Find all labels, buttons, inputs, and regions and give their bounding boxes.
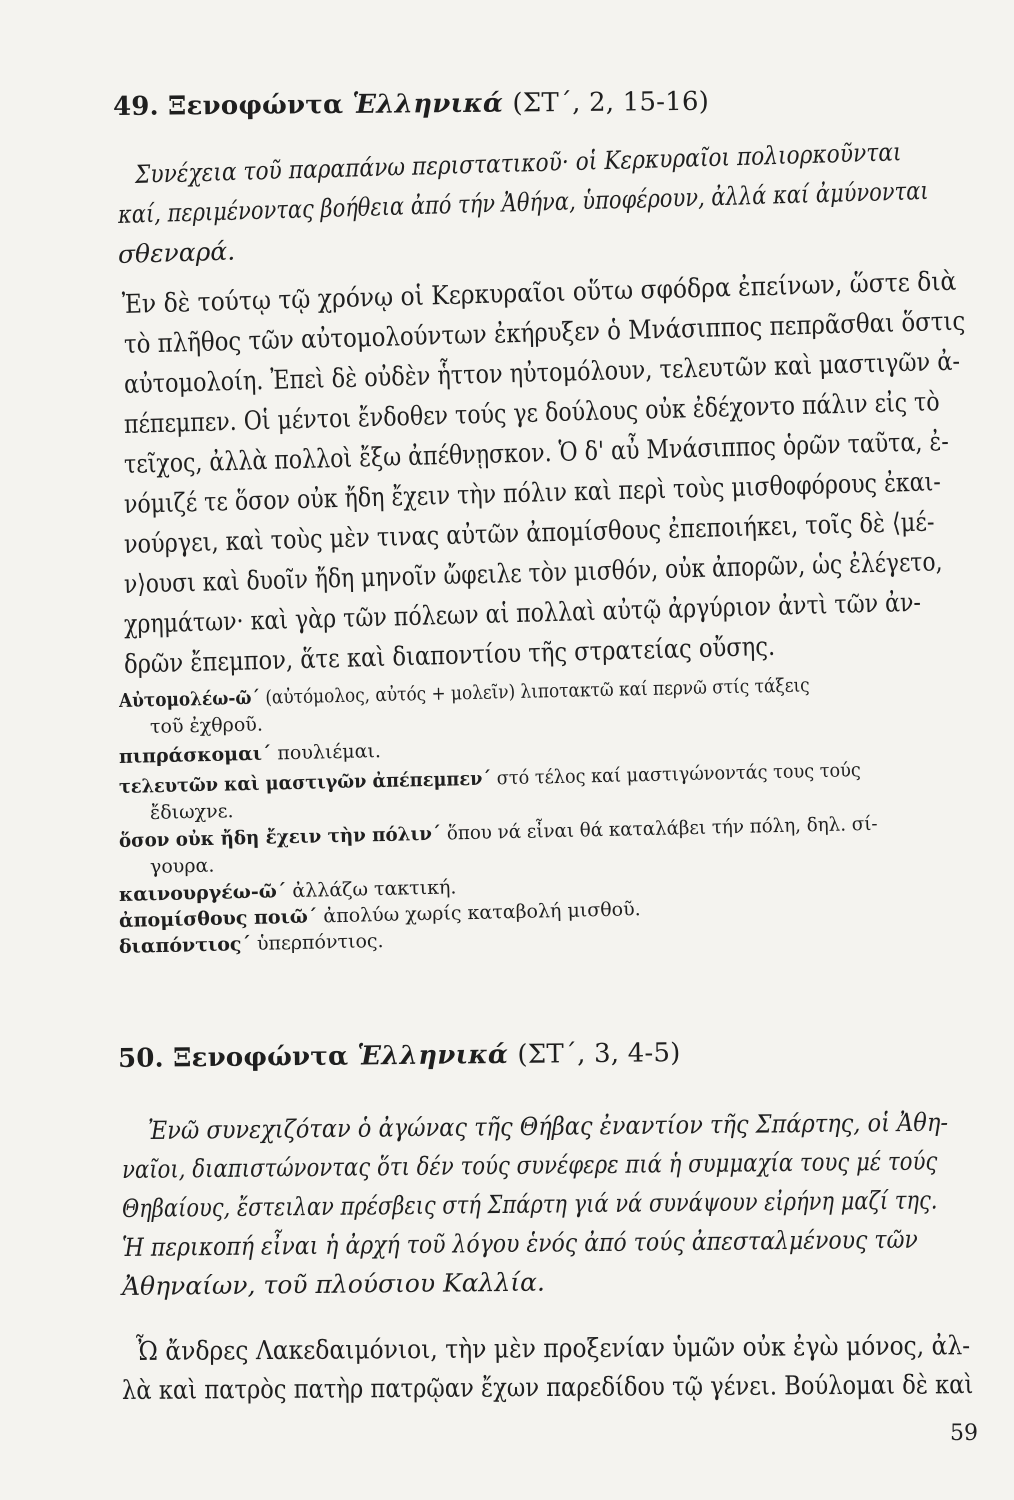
section-title: Ἑλληνικά xyxy=(352,88,504,120)
glossary-entry xyxy=(150,800,234,824)
intro-line: Ἐνῶ συνεχιζόταν ὁ ἀγώνας τῆς Θήβας ἐναντίον τῆς Σπάρτης, οἱ Ἀθη- xyxy=(147,1107,949,1145)
glossary-definition: γουρα. xyxy=(149,854,215,878)
text-line: Ὦ ἄνδρες Λακεδαιμόνιοι, τὴν μὲν προξενίαν ὑμῶν οὐκ ἐγὼ μόνος, ἀλ- xyxy=(135,1331,971,1367)
text-line: πέπεμπεν. Οἱ μέντοι ἔνδοθεν τούς γε δούλους οὐκ ἐδέχοντο πάλιν εἰς τὸ xyxy=(123,387,941,440)
text-line: δρῶν ἔπεμπον, ἅτε καὶ διαποντίου τῆς στρατείας οὔσης. xyxy=(123,631,776,680)
section-title: Ἑλληνικά xyxy=(357,1039,509,1072)
text-line: νόμιζέ τε ὅσον οὐκ ἤδη ἔχειν τὴν πόλιν καὶ περὶ τοὺς μισθοφόρους ἐκαι- xyxy=(123,467,942,520)
text-line: τεῖχος, ἀλλὰ πολλοὶ ἔξω ἀπέθνῃσκον. Ὁ δ' αὖ Μνάσιππος ὁρῶν ταῦτα, ἐ- xyxy=(123,426,950,480)
section-author: Ξενοφώντα xyxy=(167,89,344,122)
glossary-definition: ἀπολύω χωρίς καταβολή μισθοῦ. xyxy=(317,898,641,928)
glossary-definition: ὑπερπόντιος. xyxy=(250,929,384,956)
intro-line: Συνέχεια τοῦ παραπάνω περιστατικοῦ· οἱ Κερκυραῖοι πολιορκοῦνται xyxy=(134,137,902,189)
page-number: 59 xyxy=(950,1421,978,1446)
intro-line: καί, περιμένοντας βοήθεια ἀπό τήν Ἀθήνα, ὑποφέρουν, ἀλλά καί ἀμύνονται xyxy=(117,175,929,229)
glossary-entry xyxy=(119,930,384,958)
glossary-definition: ἔδιωχνε. xyxy=(149,800,234,824)
text-line: αὐτομολοίη. Ἐπεὶ δὲ οὐδὲν ἧττον ηὐτομόλουν, τελευτῶν καὶ μαστιγῶν ἀ- xyxy=(123,346,961,400)
glossary-entry xyxy=(119,674,810,712)
glossary-term: ἀπομίσθους ποιῶ΄ xyxy=(118,905,318,932)
text-line: χρημάτων· καὶ γὰρ τῶν πόλεων αἱ πολλαὶ αὐτῷ ἀργύριον ἀντὶ τῶν ἀν- xyxy=(123,587,922,640)
glossary-definition: στό τέλος καί μαστιγώνοντάς τους τούς xyxy=(490,759,862,790)
section-reference: (ΣΤ΄, 2, 15-16) xyxy=(512,86,710,119)
intro-line: Ἡ περικοπή εἶναι ἡ ἀρχή τοῦ λόγου ἑνός ἀπό τούς ἀπεσταλμένους τῶν xyxy=(121,1224,918,1262)
section-author: Ξενοφώντα xyxy=(172,1041,349,1074)
section-number: 49. xyxy=(112,91,159,122)
section-50-heading xyxy=(118,1038,681,1074)
intro-line: Θηβαίους, ἔστειλαν πρέσβεις στή Σπάρτη γιά νά συνάψουν εἰρήνη μαζί της. xyxy=(121,1185,938,1223)
intro-line: Ἀθηναίων, τοῦ πλούσιου Καλλία. xyxy=(121,1267,546,1301)
section-number: 50. xyxy=(117,1043,164,1074)
glossary-definition: ἀλλάζω τακτική. xyxy=(286,876,457,903)
glossary-definition: πουλιέμαι. xyxy=(271,740,382,765)
glossary-definition: ὅπου νά εἶναι θά καταλάβει τήν πόλη, δηλ. σί- xyxy=(440,812,878,845)
glossary-entry xyxy=(119,740,381,768)
glossary-definition: (αὐτόμολος, αὐτός + μολεῖν) λιποτακτῶ καί περνῶ στίς τάξεις xyxy=(259,674,810,709)
glossary-term: ὅσον οὐκ ἤδη ἔχειν τὴν πόλιν΄ xyxy=(118,822,442,852)
glossary-term: πιπράσκομαι΄ xyxy=(118,742,272,768)
glossary-term: Αὐτομολέω-ῶ΄ xyxy=(118,686,261,712)
glossary-term: καινουργέω-ῶ΄ xyxy=(118,880,287,906)
glossary-entry xyxy=(150,855,215,878)
glossary-definition: τοῦ ἐχθροῦ. xyxy=(149,713,264,738)
section-reference: (ΣΤ΄, 3, 4-5) xyxy=(517,1038,681,1070)
text-line: λὰ καὶ πατρὸς πατὴρ πατρῷαν ἔχων παρεδίδου τῷ γένει. Βούλομαι δὲ καὶ xyxy=(121,1370,974,1406)
text-line: Ἐν δὲ τούτῳ τῷ χρόνῳ οἱ Κερκυραῖοι οὕτω σφόδρα ἐπείνων, ὥστε διὰ xyxy=(121,266,957,320)
glossary-entry xyxy=(119,876,457,906)
glossary-term: τελευτῶν καὶ μαστιγῶν ἀπέπεμπεν΄ xyxy=(118,767,492,798)
intro-line: ναῖοι, διαπιστώνοντας ὅτι δέν τούς συνέφερε πιά ἡ συμμαχία τους μέ τούς xyxy=(121,1146,938,1184)
text-line: νούργει, καὶ τοὺς μὲν τινας αὐτῶν ἀπομίσθους ἐπεποιήκει, τοῖς δὲ ⟨μέ- xyxy=(123,507,935,560)
section-49-heading xyxy=(113,87,709,122)
intro-line: σθεναρά. xyxy=(117,236,236,269)
glossary-entry xyxy=(150,713,263,738)
glossary-term: διαπόντιος΄ xyxy=(118,933,252,958)
text-line: τὸ πλῆθος τῶν αὐτομολούντων ἐκήρυξεν ὁ Μνάσιππος πεπρᾶσθαι ὅστις xyxy=(123,306,966,360)
text-line: ν⟩ουσι καὶ δυοῖν ἤδη μηνοῖν ὤφειλε τὸν μισθόν, οὐκ ἀπορῶν, ὡς ἐλέγετο, xyxy=(123,547,943,600)
